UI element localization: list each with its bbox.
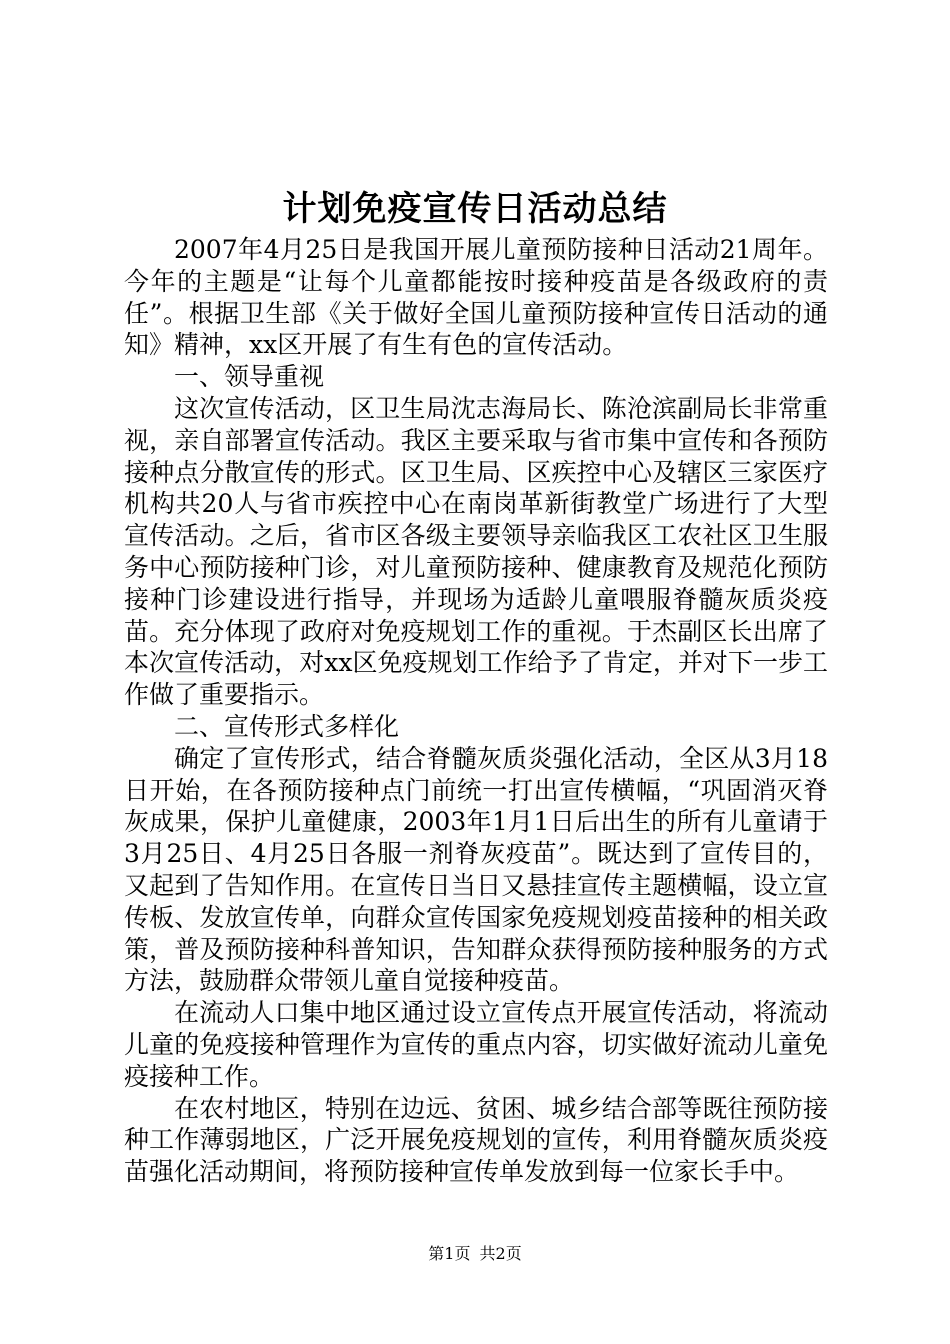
- document-body: [124, 234, 828, 1188]
- paragraph-intro: 2007年4月25日是我国开展儿童预防接种日活动21周年。今年的主题是“让每个儿童都能按时接种疫苗是各级政府的责任”。根据卫生部《关于做好全国儿童预防接种宣传日活动的通知》精神，xx区开展了有生有色的宣传活动。: [124, 235, 828, 360]
- page-footer: [0, 1243, 950, 1265]
- document-title: 计划免疫宣传日活动总结: [282, 189, 668, 229]
- page-number: 第1页: [428, 1244, 471, 1263]
- page-total: 共2页: [479, 1244, 522, 1263]
- paragraph-rural-areas: 在农村地区，特别在边远、贫困、城乡结合部等既往预防接种工作薄弱地区，广泛开展免疫规划的宣传，利用脊髓灰质炎疫苗强化活动期间，将预防接种宣传单发放到每一位家长手中。: [124, 1093, 828, 1187]
- paragraph-floating-population: 在流动人口集中地区通过设立宣传点开展宣传活动，将流动儿童的免疫接种管理作为宣传的重点内容，切实做好流动儿童免疫接种工作。: [124, 998, 828, 1091]
- section-heading-forms: 二、宣传形式多样化: [174, 711, 400, 741]
- section-heading-leadership: 一、领导重视: [174, 362, 325, 392]
- paragraph-forms: 确定了宣传形式，结合脊髓灰质炎强化活动，全区从3月18日开始，在各预防接种点门前统一打出宣传横幅，“巩固消灭脊灰成果，保护儿童健康，2003年1月1日后出生的所有儿童请于3月25日、4月25日各服一剂脊灰疫苗”。既达到了宣传目的，又起到了告知作用。在宣传日当日又悬挂宣传主题横幅，设立宣传板、发放宣传单，向群众宣传国家免疫规划疫苗接种的相关政策，普及预防接种科普知识，告知群众获得预防接种服务的方式方法，鼓励群众带领儿童自觉接种疫苗。: [124, 743, 828, 996]
- paragraph-leadership: 这次宣传活动，区卫生局沈志海局长、陈沧滨副局长非常重视，亲自部署宣传活动。我区主要采取与省市集中宣传和各预防接种点分散宣传的形式。区卫生局、区疾控中心及辖区三家医疗机构共20人与省市疾控中心在南岗革新街教堂广场进行了大型宣传活动。之后，省市区各级主要领导亲临我区工农社区卫生服务中心预防接种门诊，对儿童预防接种、健康教育及规范化预防接种门诊建设进行指导，并现场为适龄儿童喂服脊髓灰质炎疫苗。充分体现了政府对免疫规划工作的重视。于杰副区长出席了本次宣传活动，对xx区免疫规划工作给予了肯定，并对下一步工作做了重要指示。: [124, 393, 828, 710]
